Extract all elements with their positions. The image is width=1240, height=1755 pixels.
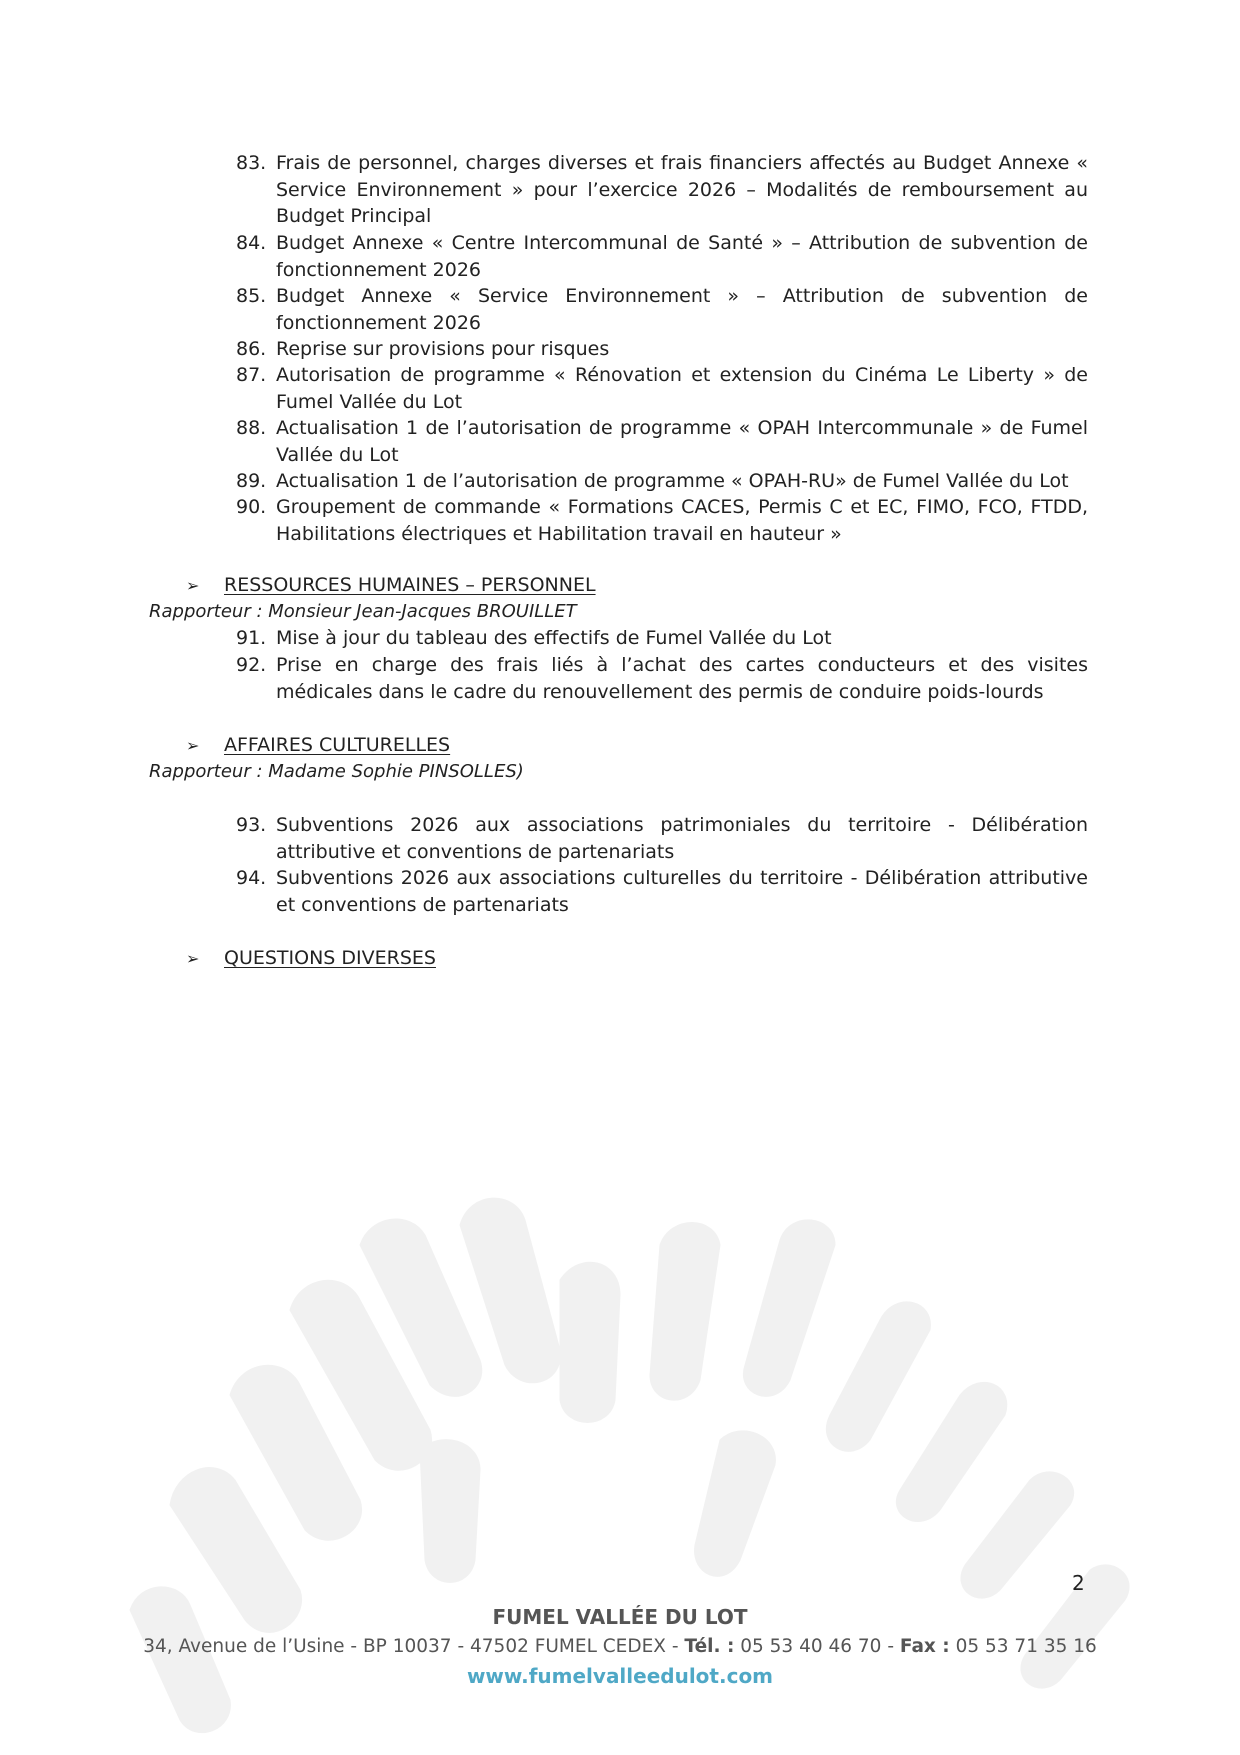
agenda-item-text: Frais de personnel, charges diverses et frais financiers affectés au Budget Annexe « Service Environnement » pour l’exercice 2026 – Modalités de remboursement au Budget Principal — [276, 152, 1088, 228]
agenda-item — [236, 362, 1088, 415]
agenda-item — [236, 415, 1088, 468]
agenda-item-number: 92. — [236, 654, 267, 676]
agenda-item — [236, 812, 1088, 865]
footer-fax-label: Fax : — [899, 1636, 950, 1657]
agenda-item — [236, 865, 1088, 918]
arrow-bullet-icon: ➢ — [186, 736, 200, 755]
agenda-item — [236, 150, 1088, 230]
footer-address-line — [0, 1634, 1240, 1660]
agenda-item-text: Budget Annexe « Service Environnement » – Attribution de subvention de fonctionnement 2026 — [276, 285, 1088, 334]
agenda-item-number: 83. — [236, 152, 267, 174]
agenda-item-number: 88. — [236, 417, 267, 439]
agenda-item-number: 91. — [236, 627, 267, 649]
footer-organization: FUMEL VALLÉE DU LOT — [492, 1605, 748, 1629]
rapporteur-rh: Rapporteur : Monsieur Jean-Jacques BROUILLET — [149, 601, 577, 622]
watermark-petal — [896, 1382, 1006, 1521]
watermark-petal — [961, 1472, 1074, 1598]
agenda-item-text: Reprise sur provisions pour risques — [276, 338, 610, 360]
agenda-item-number: 87. — [236, 364, 267, 386]
footer-tel-label: Tél. : — [684, 1636, 735, 1657]
section-title: QUESTIONS DIVERSES — [224, 947, 436, 969]
section-heading-culture — [186, 732, 450, 759]
footer-address: 34, Avenue de l’Usine - BP 10037 - 47502 FUMEL CEDEX - — [143, 1636, 685, 1657]
page-number: 2 — [1072, 1571, 1085, 1595]
agenda-item-number: 85. — [236, 285, 267, 307]
agenda-item — [236, 283, 1088, 336]
agenda-item — [236, 230, 1088, 283]
agenda-item — [236, 336, 1088, 363]
watermark-petal — [695, 1431, 776, 1576]
agenda-item-number: 84. — [236, 232, 267, 254]
section-heading-divers — [186, 945, 436, 972]
watermark-petal — [743, 1220, 835, 1397]
agenda-item-number: 90. — [236, 496, 267, 518]
agenda-item-text: Budget Annexe « Centre Intercommunal de Santé » – Attribution de subvention de fonctionnement 2026 — [276, 232, 1088, 281]
arrow-bullet-icon: ➢ — [186, 576, 200, 595]
arrow-bullet-icon: ➢ — [186, 949, 200, 968]
section-title: AFFAIRES CULTURELLES — [224, 734, 451, 756]
agenda-item-text: Subventions 2026 aux associations culturelles du territoire - Délibération attributive et conventions de partenariats — [276, 867, 1088, 916]
footer-tel: 05 53 40 46 70 - — [734, 1636, 900, 1657]
watermark-petal — [560, 1262, 620, 1422]
watermark-petal — [826, 1302, 930, 1451]
section-heading-rh — [186, 572, 596, 599]
agenda-item-text: Autorisation de programme « Rénovation et extension du Cinéma Le Liberty » de Fumel Vallée du Lot — [276, 364, 1088, 413]
agenda-item-text: Mise à jour du tableau des effectifs de Fumel Vallée du Lot — [276, 627, 832, 649]
agenda-item-text: Groupement de commande « Formations CACES, Permis C et EC, FIMO, FCO, FTDD, Habilitations électriques et Habilitation travail en hauteur » — [276, 496, 1088, 545]
rapporteur-culture: Rapporteur : Madame Sophie PINSOLLES) — [149, 761, 524, 782]
agenda-item-text: Prise en charge des frais liés à l’achat des cartes conducteurs et des visites médicales dans le cadre du renouvellement des permis de conduire poids-lourds — [276, 654, 1088, 703]
agenda-item-text: Actualisation 1 de l’autorisation de programme « OPAH-RU» de Fumel Vallée du Lot — [276, 470, 1069, 492]
agenda-item-text: Subventions 2026 aux associations patrimoniales du territoire - Délibération attributive et conventions de partenariats — [276, 814, 1088, 863]
agenda-item — [236, 468, 1088, 495]
agenda-item-number: 93. — [236, 814, 267, 836]
agenda-item-number: 89. — [236, 470, 267, 492]
agenda-item — [236, 652, 1088, 705]
agenda-item — [236, 625, 1088, 652]
watermark-petal — [420, 1440, 480, 1583]
agenda-item-number: 86. — [236, 338, 267, 360]
footer-website-link[interactable]: www.fumelvalleedulot.com — [466, 1664, 774, 1688]
section-title: RESSOURCES HUMAINES – PERSONNEL — [224, 574, 596, 596]
agenda-item-text: Actualisation 1 de l’autorisation de programme « OPAH Intercommunale » de Fumel Vallée du Lot — [276, 417, 1088, 466]
watermark-petal — [650, 1223, 720, 1401]
agenda-item-number: 94. — [236, 867, 267, 889]
footer-fax: 05 53 71 35 16 — [949, 1636, 1097, 1657]
agenda-item — [236, 494, 1088, 547]
